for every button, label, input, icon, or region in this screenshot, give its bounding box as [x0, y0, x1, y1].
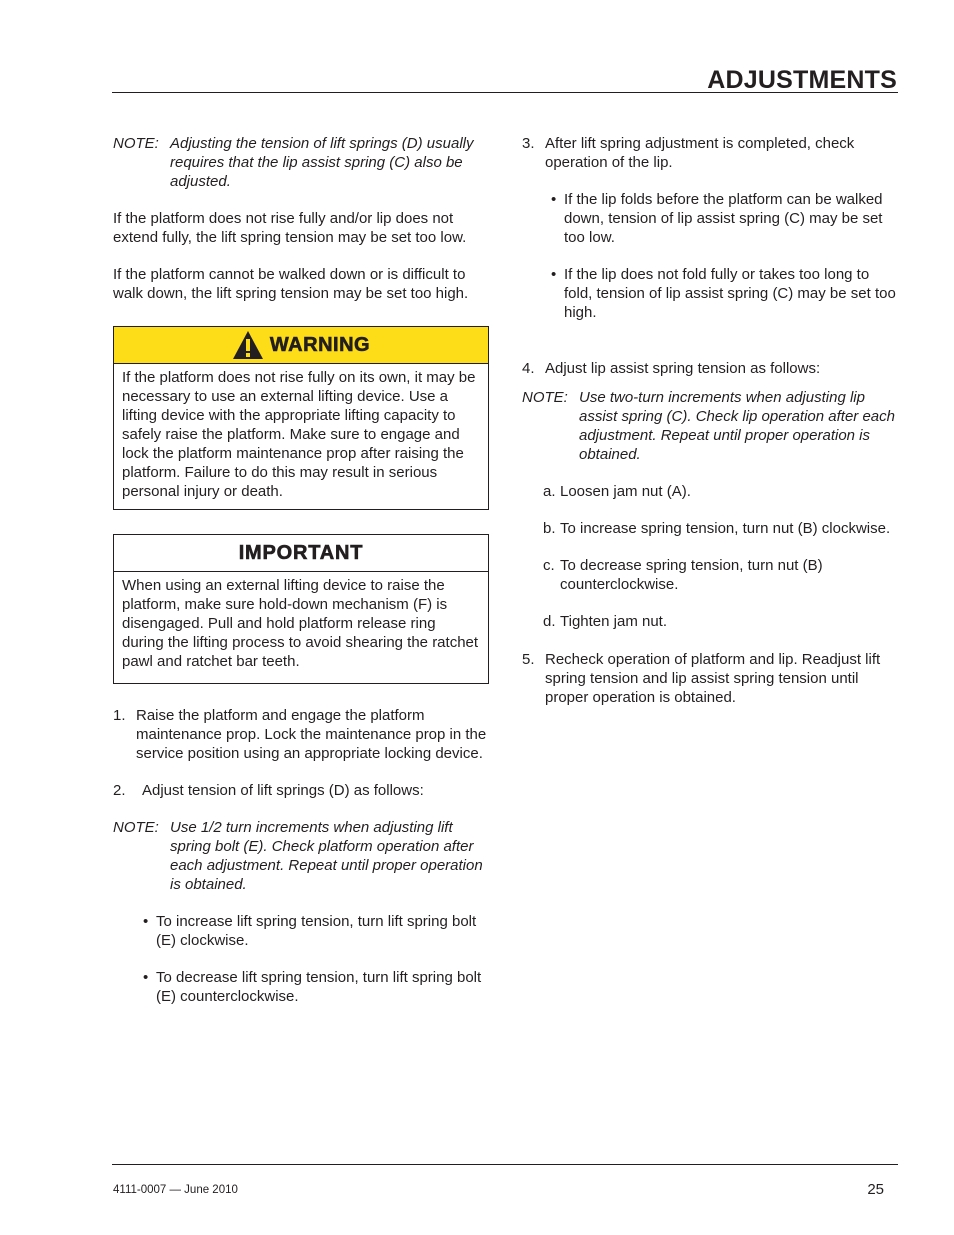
bullet-lip-not-fold: [522, 265, 900, 322]
warning-title: WARNING: [269, 333, 371, 356]
note-label: NOTE:: [113, 135, 159, 152]
step-text: Raise the platform and engage the platform maintenance prop. Lock the maintenance prop in the service position using an appropriate locking device.: [136, 707, 487, 762]
bullet-dot: •: [551, 191, 557, 208]
step-number: 1.: [113, 707, 126, 724]
substep-b: [522, 519, 900, 538]
page-number: 25: [867, 1181, 884, 1198]
step-5: [522, 650, 900, 707]
substep-text: Loosen jam nut (A).: [560, 483, 691, 500]
warning-body: If the platform does not rise fully on its own, it may be necessary to use an external lifting device. Use a lifting device with the appropriate lifting capacity to safely raise the platform. Make sure to engage and lock the platform maintenance prop after raising the platform. Failure to do this may result in serious personal injury or death.: [122, 369, 476, 500]
header-rule: [112, 92, 898, 93]
step-text: After lift spring adjustment is completed, check operation of the lip.: [545, 135, 855, 171]
step-number: 2.: [113, 782, 126, 799]
bullet-text: If the lip does not fold fully or takes too long to fold, tension of lip assist spring (C) may be set too high.: [564, 266, 896, 321]
step-number: 5.: [522, 651, 535, 668]
bullet-text: If the lip folds before the platform can be walked down, tension of lip assist spring (C) may be set too low.: [564, 191, 883, 246]
note-two-turn: [522, 388, 900, 464]
note-label: NOTE:: [113, 819, 159, 836]
important-title: IMPORTANT: [238, 541, 364, 564]
bullet-decrease: [113, 968, 491, 1006]
step-number: 3.: [522, 135, 535, 152]
substep-a: [522, 482, 900, 501]
substep-letter: b.: [543, 520, 556, 537]
substep-d: [522, 612, 900, 631]
warning-box: [113, 326, 489, 510]
substep-text: To increase spring tension, turn nut (B) clockwise.: [560, 520, 891, 537]
note-text: Use 1/2 turn increments when adjusting lift spring bolt (E). Check platform operation after each adjustment. Repeat until proper operation is obtained.: [170, 819, 483, 893]
substep-text: Tighten jam nut.: [560, 613, 667, 630]
substep-c: [522, 556, 900, 594]
step-4: [522, 359, 900, 378]
substep-letter: a.: [543, 483, 556, 500]
note-text: Use two-turn increments when adjusting lip assist spring (C). Check lip operation after each adjustment. Repeat until proper operation is obtained.: [579, 389, 895, 463]
important-box: [113, 534, 489, 684]
step-1: [113, 706, 491, 763]
step-text: Adjust tension of lift springs (D) as follows:: [142, 782, 424, 799]
right-column: [522, 134, 900, 707]
bullet-lip-folds: [522, 190, 900, 247]
step-text: Recheck operation of platform and lip. Readjust lift spring tension and lip assist spring tension until proper operation is obtained.: [545, 651, 881, 706]
bullet-text: To decrease lift spring tension, turn lift spring bolt (E) counterclockwise.: [156, 969, 482, 1005]
step-3: [522, 134, 900, 172]
note-lift-springs: [113, 134, 491, 191]
footer-doc-number: 4111-0007 — June 2010: [113, 1184, 238, 1196]
step-2: [113, 781, 491, 800]
bullet-dot: •: [143, 913, 149, 930]
substep-letter: d.: [543, 613, 556, 630]
footer-rule: [112, 1164, 898, 1165]
substep-letter: c.: [543, 557, 555, 574]
important-body: When using an external lifting device to raise the platform, make sure hold-down mechanism (F) is disengaged. Pull and hold platform release ring during the lifting process to avoid shearing the ratchet pawl and ratchet bar teeth.: [122, 577, 479, 670]
paragraph-too-low: If the platform does not rise fully and/or lip does not extend fully, the lift spring tension may be set too low.: [113, 210, 467, 246]
paragraph-too-high: If the platform cannot be walked down or is difficult to walk down, the lift spring tension may be set too high.: [113, 266, 469, 302]
warning-triangle-icon: [232, 330, 264, 360]
bullet-dot: •: [143, 969, 149, 986]
page-title: ADJUSTMENTS: [707, 66, 897, 94]
substep-text: To decrease spring tension, turn nut (B) counterclockwise.: [560, 557, 823, 593]
bullet-dot: •: [551, 266, 557, 283]
warning-header: [114, 327, 488, 364]
note-label: NOTE:: [522, 389, 568, 406]
bullet-increase: [113, 912, 491, 950]
note-text: Adjusting the tension of lift springs (D) usually requires that the lip assist spring (C) also be adjusted.: [170, 135, 474, 190]
left-column: [113, 134, 491, 1006]
step-text: Adjust lip assist spring tension as follows:: [545, 360, 821, 377]
note-half-turn: [113, 818, 491, 894]
important-header: [114, 535, 488, 572]
step-number: 4.: [522, 360, 535, 377]
bullet-text: To increase lift spring tension, turn lift spring bolt (E) clockwise.: [156, 913, 477, 949]
